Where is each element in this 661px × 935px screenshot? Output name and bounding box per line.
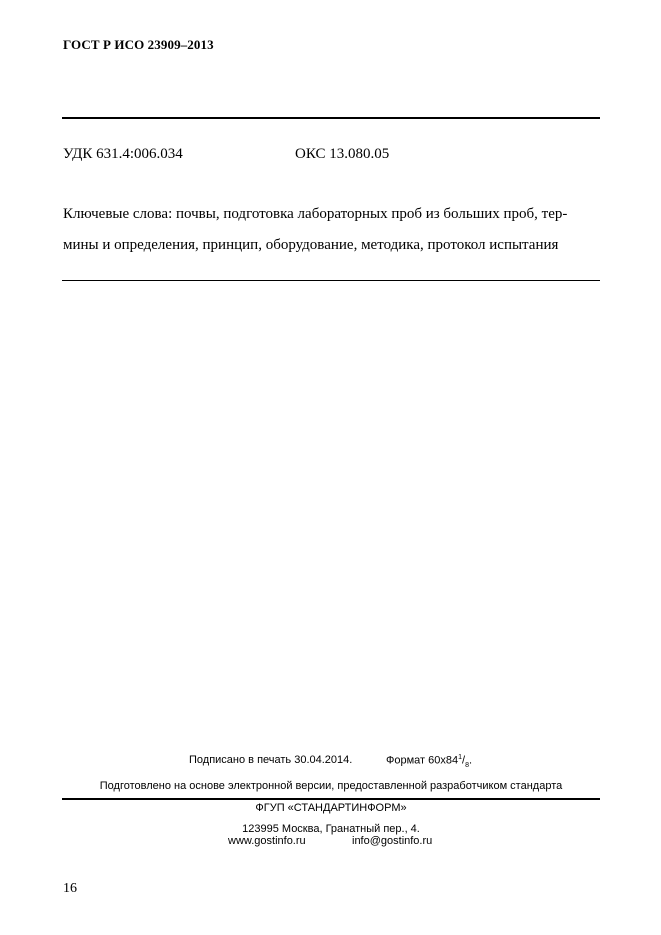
keywords-line-2: мины и определения, принцип, оборудование, методика, протокол испытания [63,237,559,253]
publisher-divider [62,798,600,800]
keywords-divider [62,280,600,281]
page-number: 16 [63,881,77,896]
print-format-label: Формат 60х84 [386,754,459,767]
print-format: Формат $60х84^1/_8$. [386,754,473,769]
keywords-line-1: Ключевые слова: почвы, подготовка лабораторных проб из больших проб, тер- [63,206,568,222]
document-header-standard-id: ГОСТ Р ИСО 23909–2013 [63,37,214,52]
print-format-sup: 1 [458,754,463,761]
print-format-end: . [468,754,473,767]
oks-code: ОКС 13.080.05 [295,146,390,162]
publisher-website[interactable]: www.gostinfo.ru [228,835,306,847]
top-divider [62,117,600,119]
udk-code: УДК 631.4:006.034 [63,146,183,162]
prepared-note: Подготовлено на основе электронной версии, предоставленной разработчиком стандарта [99,780,563,792]
publisher-address: 123995 Москва, Гранатный пер., 4. [242,823,420,835]
publisher-email[interactable]: info@gostinfo.ru [352,835,433,847]
publisher-name: ФГУП «СТАНДАРТИНФОРМ» [255,802,407,814]
keywords-block [63,199,603,261]
signed-date: Подписано в печать 30.04.2014. [189,754,353,766]
print-format-sub: 8 [465,761,469,769]
